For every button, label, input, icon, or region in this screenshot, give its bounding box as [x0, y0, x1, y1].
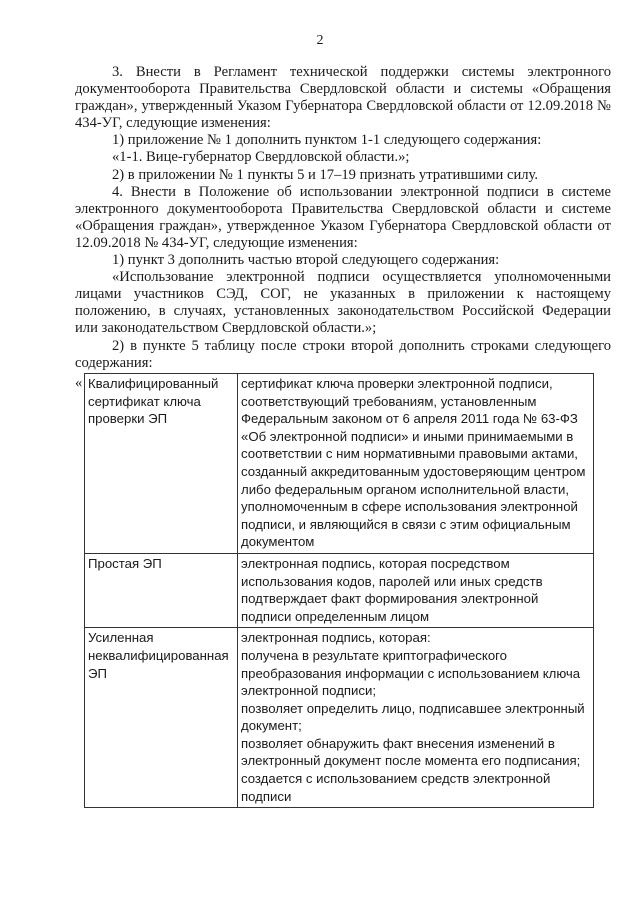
- paragraph: «Использование электронной подписи осуществляется уполномоченными лицами участников СЭД, СОГ, не указанных в приложении к настоящему положению, в случаях, установленных законодательством Российской Федерации или законодательством Свердловской области.»;: [75, 269, 611, 337]
- definition-line: получена в результате криптографического преобразования информации с использованием ключа электронной подписи;: [241, 647, 581, 699]
- paragraph: 3. Внести в Регламент технической поддержки системы электронного документооборота Правительства Свердловской области и системы «Обращения граждан», утвержденный Указом Губернатора Свердловской области от 12.09.2018 № 434-УГ, следующие изменения:: [75, 64, 611, 132]
- term-cell: Простая ЭП: [85, 553, 238, 627]
- definitions-table: [84, 373, 594, 808]
- definition-line: позволяет определить лицо, подписавшее электронный документ;: [241, 700, 585, 734]
- paragraph: 2) в пункте 5 таблицу после строки второй дополнить строками следующего содержания:: [75, 337, 611, 371]
- paragraph: 1) пункт 3 дополнить частью второй следующего содержания:: [112, 252, 500, 269]
- paragraph: 4. Внести в Положение об использовании электронной подписи в системе электронного документооборота Правительства Свердловской области и системе «Обращения граждан», утвержденное Указом Губернатора Свердловской области от 12.09.2018 № 434-УГ, следующие изменения:: [75, 183, 611, 251]
- definition-line: создается с использованием средств электронной подписи: [241, 771, 551, 804]
- term-cell: Усиленная неквалифицированная ЭП: [85, 628, 238, 808]
- term-cell: Квалифицированный сертификат ключа проверки ЭП: [85, 374, 238, 554]
- definition-cell: [238, 374, 594, 554]
- open-quote: «: [75, 375, 83, 391]
- table-row: [85, 628, 594, 808]
- paragraph: 2) в приложении № 1 пункты 5 и 17–19 признать утратившими силу.: [112, 166, 539, 183]
- definition-cell: [238, 628, 594, 808]
- paragraph: «1-1. Вице-губернатор Свердловской области.»;: [112, 149, 410, 166]
- definition-line: электронная подпись, которая:: [241, 630, 431, 646]
- body-text: [75, 64, 611, 372]
- table-row: [85, 374, 594, 554]
- definition-cell: [238, 553, 594, 627]
- page-number: 2: [316, 33, 324, 48]
- definition-line: позволяет обнаружить факт внесения изменений в электронный документ после момента его подписания;: [241, 735, 581, 769]
- definition-line: сертификат ключа проверки электронной подписи, соответствующий требованиям, установленным Федеральным законом от 6 апреля 2011 года № 63-ФЗ «Об электронной подписи» и иными принимаемыми в соответствии с ним нормативными правовыми актами, созданный аккредитованным удостоверяющим центром либо федеральным органом исполнительной власти, уполномоченным в сфере использования электронной подписи, и являющийся в связи с этим официальным документом: [241, 376, 586, 550]
- table-row: [85, 553, 594, 627]
- paragraph: 1) приложение № 1 дополнить пунктом 1-1 следующего содержания:: [112, 132, 542, 149]
- definition-line: электронная подпись, которая посредством использования кодов, паролей или иных средств подтверждает факт формирования электронной подписи определенным лицом: [241, 555, 543, 624]
